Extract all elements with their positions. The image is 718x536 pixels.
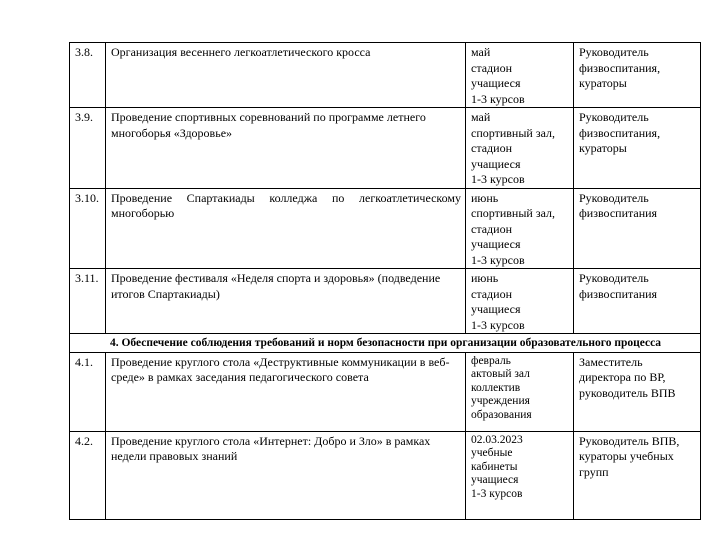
item-responsible [574, 352, 701, 431]
timing-line: учащиеся [471, 302, 521, 316]
section-title: 4. Обеспечение соблюдения требований и норм безопасности при организации образовательного процесса [70, 334, 701, 353]
timing-line: 02.03.2023 [471, 433, 523, 446]
timing-line: учащиеся [471, 156, 521, 171]
table-row [70, 43, 701, 108]
item-timing [466, 269, 574, 334]
timing-line: май [471, 45, 491, 59]
item-timing [466, 108, 574, 189]
timing-line: 1-3 курсов [471, 172, 525, 186]
item-number: 3.10. [70, 188, 106, 269]
responsible-line: кураторы учебных [579, 449, 674, 463]
item-description: Проведение круглого стола «Интернет: Добро и Зло» в рамках недели правовых знаний [106, 431, 466, 519]
item-number: 4.1. [70, 352, 106, 431]
responsible-line: Руководитель [579, 45, 649, 59]
responsible-line: кураторы [579, 141, 627, 155]
item-description: Проведение круглого стола «Деструктивные коммуникации в веб-среде» в рамках заседания педагогического совета [106, 352, 466, 431]
timing-line: май [471, 110, 491, 124]
item-description: Проведение спортивных соревнований по программе летнего многоборья «Здоровье» [106, 108, 466, 189]
item-description: Организация весеннего легкоатлетического кросса [106, 43, 466, 108]
table-row [70, 352, 701, 431]
timing-line: стадион [471, 60, 512, 75]
item-timing [466, 43, 574, 108]
item-number: 4.2. [70, 431, 106, 519]
timing-line: июнь [471, 190, 499, 205]
timing-line: 1-3 курсов [471, 317, 525, 332]
table-row [70, 188, 701, 269]
item-number: 3.8. [70, 43, 106, 108]
responsible-line: Руководитель ВПВ, [579, 433, 680, 448]
responsible-line: физвоспитания, [579, 60, 661, 75]
table-row [70, 269, 701, 334]
item-timing [466, 352, 574, 431]
timing-line: спортивный зал, [471, 125, 555, 140]
responsible-line: руководитель ВПВ [579, 385, 676, 400]
timing-line: 1-3 курсов [471, 252, 525, 267]
responsible-line: групп [579, 464, 609, 479]
timing-line: стадион [471, 221, 512, 236]
timing-line: спортивный зал, [471, 206, 555, 220]
timing-line: актовый зал [471, 368, 530, 380]
responsible-line: физвоспитания, [579, 125, 661, 140]
section-header-row [70, 334, 701, 353]
timing-line: учащиеся [471, 76, 521, 90]
timing-line: учреждения [471, 395, 530, 407]
timing-line: учащиеся [471, 237, 521, 251]
responsible-line: кураторы [579, 76, 627, 90]
item-timing [466, 431, 574, 519]
item-responsible [574, 43, 701, 108]
timing-line: февраль [471, 354, 511, 367]
timing-line: учебные [471, 447, 513, 459]
table-row [70, 108, 701, 189]
responsible-line: Заместитель [579, 354, 643, 369]
timing-line: июнь [471, 271, 499, 285]
item-responsible [574, 431, 701, 519]
item-description: Проведение Спартакиады колледжа по легкоатлетическому многоборью [106, 188, 466, 269]
item-responsible [574, 188, 701, 269]
timing-line: 1-3 курсов [471, 487, 523, 500]
responsible-line: Руководитель [579, 110, 649, 124]
table-row [70, 431, 701, 519]
item-responsible [574, 108, 701, 189]
responsible-line: Руководитель [579, 271, 649, 285]
responsible-line: физвоспитания [579, 206, 658, 220]
timing-line: стадион [471, 141, 512, 155]
responsible-line: Руководитель [579, 190, 649, 205]
timing-line: стадион [471, 286, 512, 301]
activity-plan-table [69, 42, 701, 520]
item-timing [466, 188, 574, 269]
responsible-line: физвоспитания [579, 286, 658, 301]
item-responsible [574, 269, 701, 334]
responsible-line: директора по ВР, [579, 370, 666, 384]
item-number: 3.11. [70, 269, 106, 334]
timing-line: кабинеты [471, 460, 518, 473]
timing-line: коллектив [471, 381, 521, 394]
timing-line: образования [471, 408, 532, 421]
item-number: 3.9. [70, 108, 106, 189]
item-description: Проведение фестиваля «Неделя спорта и здоровья» (подведение итогов Спартакиады) [106, 269, 466, 334]
timing-line: 1-3 курсов [471, 91, 525, 106]
timing-line: учащиеся [471, 474, 519, 486]
